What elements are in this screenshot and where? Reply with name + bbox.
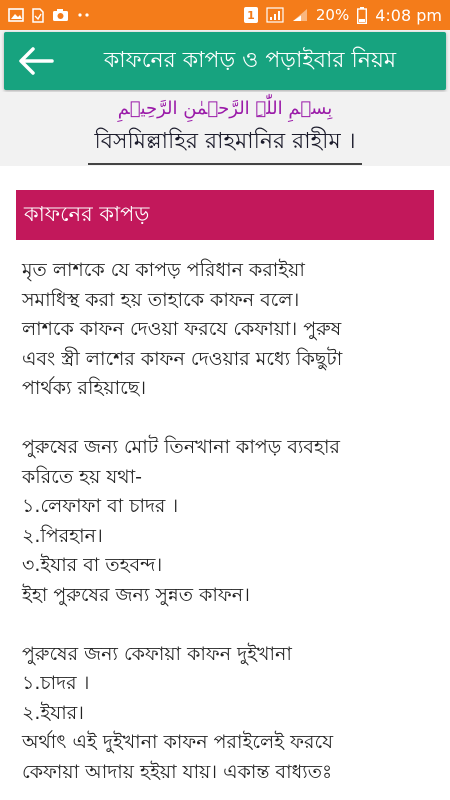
text-line: ১.লেফাফা বা চাদর ।	[22, 495, 179, 517]
text-line: এবং স্ত্রী লাশের কাফন দেওয়ার মধ্যে কিছুটা	[22, 347, 343, 370]
text-line: মৃত লাশকে যে কাপড় পরিধান করাইয়া	[22, 259, 305, 281]
text-line: করিতে হয় যথা-	[22, 465, 142, 488]
text-line: কেফায়া আদায় হইয়া যায়। একান্ত বাধ্যতঃ	[22, 760, 333, 783]
text-line: ১.চাদর ।	[22, 672, 90, 694]
bismillah-arabic: بِسۡمِ اللّٰہِ الرَّحۡمٰنِ الرَّحِیۡمِ	[117, 98, 333, 119]
bismillah-banner	[0, 92, 450, 162]
more-notifications-icon	[77, 12, 91, 18]
blank-line	[22, 404, 434, 434]
page-title: কাফনের কাপড় ও পড়াইবার নিয়ম	[103, 47, 397, 73]
status-bar	[0, 0, 450, 30]
content-card[interactable]	[0, 166, 450, 800]
body-text	[22, 256, 434, 787]
blank-line	[22, 610, 434, 640]
text-line: অর্থাৎ এই দুইখানা কাফন পরাইলেই ফরযে	[22, 731, 334, 753]
arrow-left-icon	[16, 46, 56, 76]
signal-icon	[266, 7, 284, 23]
camera-notification-icon	[52, 8, 69, 22]
text-line: ইহা পুরুষের জন্য সুন্নত কাফন।	[22, 583, 250, 606]
text-line: ২.পিরহান।	[22, 524, 103, 547]
status-right	[244, 6, 442, 25]
text-line: ৩.ইযার বা তহবন্দ।	[22, 554, 163, 576]
text-line: পুরুষের জন্য কেফায়া কাফন দুইখানা	[22, 642, 292, 665]
text-line: লাশকে কাফন দেওয়া ফরযে কেফায়া। পুরুষ	[22, 318, 342, 340]
bismillah-bangla: বিসমিল্লাহির রাহমানির রাহীম ।	[88, 124, 361, 165]
cellular-signal-icon	[292, 8, 308, 22]
clock: 4:08 pm	[375, 5, 442, 25]
back-button[interactable]	[4, 32, 68, 90]
text-line: ২.ইযার।	[22, 701, 84, 724]
text-line: সমাধিস্থ করা হয় তাহাকে কাফন বলে।	[22, 288, 300, 311]
text-line: পুরুষের জন্য মোট তিনখানা কাপড় ব্যবহার	[22, 436, 340, 458]
battery-percent: 20%	[315, 6, 350, 24]
file-notification-icon	[32, 8, 44, 23]
text-line: পার্থক্য রহিয়াছে।	[22, 377, 147, 399]
battery-icon	[357, 7, 367, 24]
gallery-notification-icon	[8, 8, 24, 22]
section-header: কাফনের কাপড়	[16, 190, 434, 240]
sim-badge: 1	[244, 7, 258, 23]
app-bar	[4, 32, 446, 90]
status-left	[8, 8, 91, 23]
